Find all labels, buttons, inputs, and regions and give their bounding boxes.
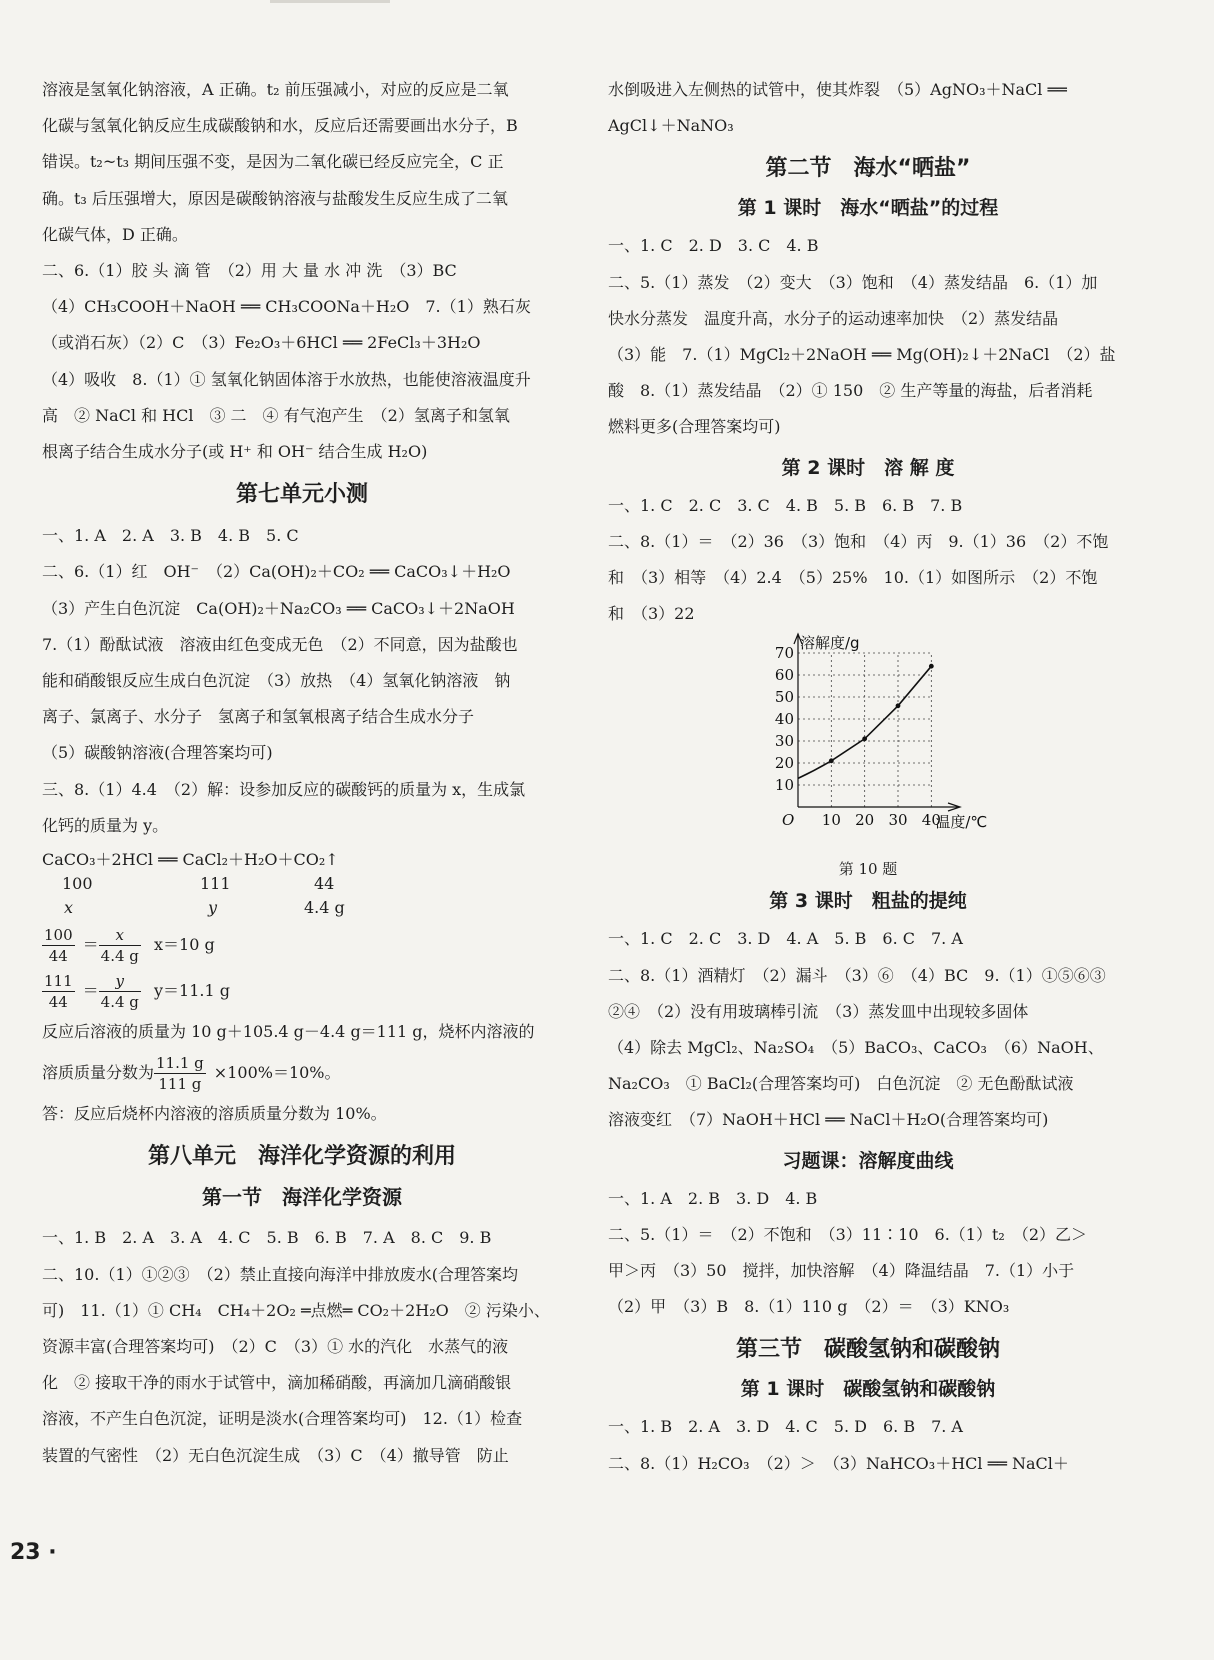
text-line: 和 （3）22 xyxy=(608,604,695,624)
known-co2: 4.4 g xyxy=(304,898,345,918)
proportion-2: $\frac{111}{44}$ ＝ $\frac{y}{4.4 g}$ y＝11.1 g xyxy=(44,972,230,1012)
text-line: （2）甲 （3）B 8.（1）110 g （2）＝ （3）KNO₃ xyxy=(608,1297,1010,1317)
text-line: 7.（1）酚酞试液 溶液由红色变成无色 （2）不同意，因为盐酸也 xyxy=(42,634,518,654)
mass-caco3: 100 xyxy=(62,874,93,894)
text-line: （4）吸收 8.（1）① 氢氧化钠固体溶于水放热，也能使溶液温度升 xyxy=(42,369,531,389)
data-point xyxy=(929,664,934,669)
mass-fraction-line xyxy=(42,1050,562,1096)
data-point xyxy=(862,737,867,742)
text-line: 资源丰富(合理答案均可) （2）C （3）① 水的汽化 水蒸气的液 xyxy=(42,1337,509,1357)
text-line: 一、1. A 2. B 3. D 4. B xyxy=(608,1188,818,1208)
denominator: 4.4 g xyxy=(100,947,139,966)
text-line: 可) 11.（1）① CH₄ CH₄＋2O₂ ═点燃═ CO₂＋2H₂O ② 污染小、 xyxy=(42,1300,550,1320)
continuation-block xyxy=(608,72,1128,144)
text-line: （3）产生白色沉淀 Ca(OH)₂＋Na₂CO₃ ══ CaCO₃↓＋2NaOH xyxy=(42,598,515,618)
mass-co2: 44 xyxy=(314,874,335,894)
text-line: Na₂CO₃ ① BaCl₂(合理答案均可) 白色沉淀 ② 无色酚酞试液 xyxy=(608,1074,1074,1094)
text-line: 高 ② NaCl 和 HCl ③ 二 ④ 有气泡产生 （2）氢离子和氢氧 xyxy=(42,405,510,425)
unit7-title: 第七单元小测 xyxy=(235,482,368,508)
text-line: （4）CH₃COOH＋NaOH ══ CH₃COONa＋H₂O 7.（1）熟石灰 xyxy=(42,297,531,317)
text-line: 二、10.（1）①②③ （2）禁止直接向海洋中排放废水(合理答案均 xyxy=(42,1264,519,1284)
exercise-answers xyxy=(608,1181,1128,1326)
lesson3-title: 第 3 课时 粗盐的提纯 xyxy=(769,890,967,913)
lesson1-title: 第 1 课时 海水“晒盐”的过程 xyxy=(737,197,999,220)
data-point xyxy=(829,759,834,764)
section1-answers xyxy=(42,1220,562,1473)
page-number: 23 · xyxy=(10,1540,57,1565)
calculation-block xyxy=(42,848,562,1132)
section1-title: 第一节 海洋化学资源 xyxy=(202,1185,402,1210)
text-line: 三、8.（1）4.4 （2）解：设参加反应的碳酸钙的质量为 x，生成氯 xyxy=(42,779,526,799)
denominator: 111 g xyxy=(158,1075,202,1094)
denominator: 44 xyxy=(48,993,68,1012)
text-line: （5）碳酸钠溶液(合理答案均可) xyxy=(42,743,273,763)
x-axis-label: 温度/℃ xyxy=(935,813,988,832)
lesson2-title: 第 2 课时 溶 解 度 xyxy=(781,456,955,479)
text-line: 溶液是氢氧化钠溶液，A 正确。t₂ 前压强减小，对应的反应是二氧 xyxy=(42,80,509,99)
result-x: x＝10 g xyxy=(153,935,215,955)
text-line: 化 ② 接取干净的雨水于试管中，滴加稀硝酸，再滴加几滴硝酸银 xyxy=(42,1373,512,1393)
text-line: （或消石灰）（2）C （3）Fe₂O₃＋6HCl ══ 2FeCl₃＋3H₂O xyxy=(42,333,481,353)
numerator: 100 xyxy=(44,926,73,945)
lesson2-answers xyxy=(608,488,1128,633)
left-column xyxy=(42,72,562,1474)
text-line: 二、8.（1）H₂CO₃ （2）＞ （3）NaHCO₃＋HCl ══ NaCl＋ xyxy=(608,1453,1069,1473)
exercise-title: 习题课：溶解度曲线 xyxy=(782,1149,954,1172)
text-line: 酸 8.（1）蒸发结晶 （2）① 150 ② 生产等量的海盐，后者消耗 xyxy=(608,381,1093,401)
text-line: 一、1. A 2. A 3. B 4. B 5. C xyxy=(42,526,299,546)
text-line: AgCl↓＋NaNO₃ xyxy=(608,116,734,136)
text-line: 二、8.（1）酒精灯 （2）漏斗 （3）⑥ （4）BC 9.（1）①⑤⑥③ xyxy=(608,965,1106,985)
y-tick-label: 60 xyxy=(774,666,794,685)
text-line: 离子、氯离子、水分子 氢离子和氢氧根离子结合生成水分子 xyxy=(42,707,475,727)
numerator: x xyxy=(99,925,141,946)
y-tick-label: 70 xyxy=(774,644,794,663)
y-tick-label: 50 xyxy=(774,688,794,707)
origin-label: O xyxy=(782,811,795,830)
x-tick-label: 10 xyxy=(821,811,841,830)
right-column xyxy=(608,72,1128,1482)
text-line: （3）能 7.（1）MgCl₂＋2NaOH ══ Mg(OH)₂↓＋2NaCl （2）盐 xyxy=(608,345,1116,365)
text-line: 二、8.（1）＝ （2）36 （3）饱和 （4）丙 9.（1）36 （2）不饱 xyxy=(608,531,1109,551)
x-tick-label: 20 xyxy=(855,811,875,830)
denominator: 44 xyxy=(48,947,68,966)
molar-mass-row xyxy=(42,872,562,896)
unknown-x: x xyxy=(64,898,74,918)
numerator: y xyxy=(99,971,141,992)
text-line: 一、1. B 2. A 3. A 4. C 5. B 6. B 7. A 8. C 9. B xyxy=(42,1228,492,1248)
fraction xyxy=(42,925,75,966)
text-line: 一、1. C 2. D 3. C 4. B xyxy=(608,236,819,256)
intro-block xyxy=(42,72,562,470)
denominator: 4.4 g xyxy=(100,993,139,1012)
result-y: y＝11.1 g xyxy=(153,981,230,1001)
proportion-1: $\frac{100}{44}$ ＝ $\frac{x}{4.4 g}$ x＝10 g xyxy=(44,926,215,966)
text-line: 一、1. B 2. A 3. D 4. C 5. D 6. B 7. A xyxy=(608,1417,963,1437)
lesson1-answers xyxy=(608,228,1128,445)
unknown-row xyxy=(42,896,562,922)
y-tick-label: 10 xyxy=(774,776,794,795)
fraction xyxy=(99,925,141,966)
fraction xyxy=(154,1053,206,1094)
text-line: 装置的气密性 （2）无白色沉淀生成 （3）C （4）撤导管 防止 xyxy=(42,1445,509,1465)
chart-caption: 第 10 题 xyxy=(838,860,898,879)
text-line: 一、1. C 2. C 3. D 4. A 5. B 6. C 7. A xyxy=(608,929,963,949)
text-line: 二、5.（1）＝ （2）不饱和 （3）11∶10 6.（1）t₂ （2）乙＞ xyxy=(608,1224,1087,1244)
fraction xyxy=(99,971,141,1012)
top-rule xyxy=(270,0,390,3)
ratio-prefix: 溶质质量分数为 xyxy=(42,1063,155,1083)
text-line: 燃料更多(合理答案均可) xyxy=(608,417,781,437)
text-line: 二、6.（1）红 OH⁻ （2）Ca(OH)₂＋CO₂ ══ CaCO₃↓＋H₂O xyxy=(42,562,511,582)
text-line: 化碳气体，D 正确。 xyxy=(42,224,188,244)
text-line: 二、6.（1）胶 头 滴 管 （2）用 大 量 水 冲 洗 （3）BC xyxy=(42,261,457,281)
text-line: （4）除去 MgCl₂、Na₂SO₄ （5）BaCO₃、CaCO₃ （6）NaOH、 xyxy=(608,1038,1104,1058)
section3-title: 第三节 碳酸氢钠和碳酸钠 xyxy=(735,1337,1000,1363)
text-line: 化钙的质量为 y。 xyxy=(42,815,169,835)
y-tick-label: 40 xyxy=(774,710,794,729)
y-axis-label: 溶解度/g xyxy=(800,634,860,653)
x-tick-label: 30 xyxy=(888,811,908,830)
y-tick-label: 20 xyxy=(774,754,794,773)
text-line: 和 （3）相等 （4）2.4 （5）25% 10.（1）如图所示 （2）不饱 xyxy=(608,568,1098,588)
x-tick-label: 40 xyxy=(921,811,941,830)
ratio-suffix: ×100%＝10%。 xyxy=(213,1063,341,1083)
text-line: 根离子结合生成水分子(或 H⁺ 和 OH⁻ 结合生成 H₂O) xyxy=(42,442,428,462)
text-line: 能和硝酸银反应生成白色沉淀 （3）放热 （4）氢氧化钠溶液 钠 xyxy=(42,671,511,691)
section3-answers xyxy=(608,1409,1128,1481)
text-line: 水倒吸进入左侧热的试管中，使其炸裂 （5）AgNO₃＋NaCl ══ xyxy=(608,80,1067,99)
answer-line: 答：反应后烧杯内溶液的溶质质量分数为 10%。 xyxy=(42,1104,387,1124)
section2-title: 第二节 海水“晒盐” xyxy=(765,156,971,182)
text-line: 确。t₃ 后压强增大，原因是碳酸钠溶液与盐酸发生反应生成了二氧 xyxy=(42,188,508,208)
lesson3-answers xyxy=(608,921,1128,1138)
unit8-title: 第八单元 海洋化学资源的利用 xyxy=(147,1144,456,1170)
text-line: 反应后溶液的质量为 10 g＋105.4 g－4.4 g＝111 g，烧杯内溶液的 xyxy=(42,1022,535,1042)
chemical-equation: CaCO₃＋2HCl ══ CaCl₂＋H₂O＋CO₂↑ xyxy=(42,850,339,870)
text-line: 一、1. C 2. C 3. C 4. B 5. B 6. B 7. B xyxy=(608,495,963,515)
fraction xyxy=(42,971,75,1012)
data-point xyxy=(896,704,901,709)
numerator: 11.1 g xyxy=(156,1054,204,1073)
unknown-y: y xyxy=(208,898,218,918)
y-tick-label: 30 xyxy=(774,732,794,751)
text-line: 溶液变红 （7）NaOH＋HCl ══ NaCl＋H₂O(合理答案均可) xyxy=(608,1110,1049,1130)
section3-lesson1-title: 第 1 课时 碳酸氢钠和碳酸钠 xyxy=(740,1378,996,1401)
numerator: 111 xyxy=(44,972,73,991)
text-line: 甲＞丙 （3）50 搅拌，加快溶解 （4）降温结晶 7.（1）小于 xyxy=(608,1261,1075,1281)
solubility-chart xyxy=(608,632,1128,862)
text-line: 快水分蒸发 温度升高，水分子的运动速率加快 （2）蒸发结晶 xyxy=(608,308,1059,328)
text-line: 化碳与氢氧化钠反应生成碳酸钠和水，反应后还需要画出水分子，B xyxy=(42,116,518,136)
text-line: ②④ （2）没有用玻璃棒引流 （3）蒸发皿中出现较多固体 xyxy=(608,1001,1029,1021)
solubility-chart-svg xyxy=(608,632,1128,847)
unit7-answers xyxy=(42,518,562,844)
text-line: 溶液，不产生白色沉淀，证明是淡水(合理答案均可) 12.（1）检查 xyxy=(42,1409,523,1429)
mass-cacl2: 111 xyxy=(200,874,231,894)
text-line: 二、5.（1）蒸发 （2）变大 （3）饱和 （4）蒸发结晶 6.（1）加 xyxy=(608,272,1098,292)
text-line: 错误。t₂~t₃ 期间压强不变，是因为二氧化碳已经反应完全，C 正 xyxy=(42,152,504,172)
